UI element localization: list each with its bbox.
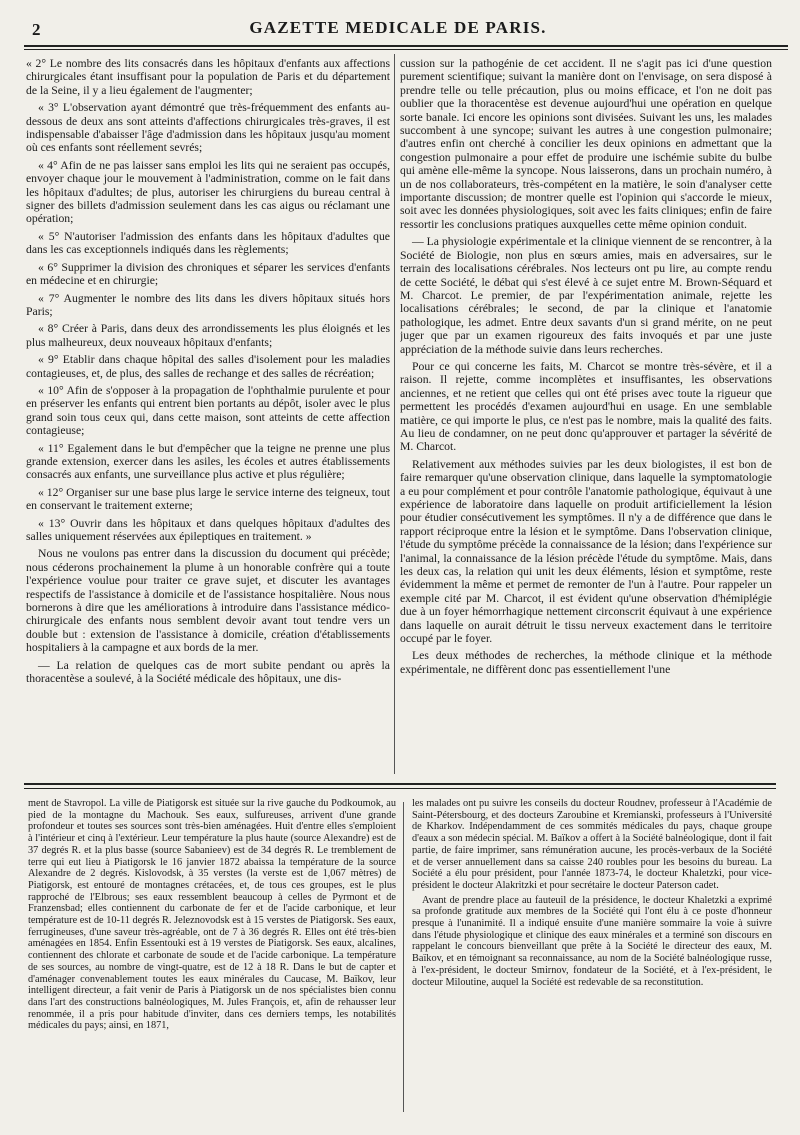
paragraph: Avant de prendre place au fauteuil de la présidence, le docteur Khaletzki a exprimé sa profonde gratitude aux membres de la Société qui l'ont élu à ce poste d'honneur presque à l'unanimité. Il a indiqué ensuite d'une manière sommaire la voie à suivre dans l'étude physiologique et clinique des eaux minérales et a terminé son discours en rappelant le concours bienveillant que prête à la Société le directeur des eaux, M. Baïkov, et en témoignant sa reconnaissance, au nom de la Société balnéologique russe, à l'ex-président, le docteur Smirnov, fondateur de la Société, et à l'ex-président, le docteur Miloutine, auquel la Société est redevable de sa reconstitution. [412,894,772,988]
paragraph: « 4° Afin de ne pas laisser sans emploi les lits qui ne seraient pas occupés, envoyer chaque jour le mouvement à l'administration, comme on le fait dans les hôpitaux d'adultes; de plus, autoriser les chirurgiens du bureau central à signer des billets d'admission seulement dans les cas aigus ou réclamant une opération; [26,158,390,226]
column-divider [394,54,395,774]
paragraph: « 7° Augmenter le nombre des lits dans les divers hôpitaux situés hors Paris; [26,291,390,318]
feuilleton-column-divider [403,802,404,1112]
page-title: GAZETTE MEDICALE DE PARIS. [249,18,547,37]
page-number: 2 [32,20,41,39]
header-rule-thin [24,49,788,50]
paragraph: « 10° Afin de s'opposer à la propagation de l'ophthalmie purulente et pour en préserver les enfants qui entrent bien portants au dépôt, isoler avec le plus grand soin tous ceux qui, dans cette maison, sont atteints de cette affection contagieuse; [26,383,390,438]
feuilleton-rule [24,783,776,785]
paragraph: — La relation de quelques cas de mort subite pendant ou après la thoracentèse a soulevé, à la Société médicale des hôpitaux, une dis- [26,658,390,686]
paragraph: « 9° Etablir dans chaque hôpital des salles d'isolement pour les maladies contagieuses, et, de plus, des salles de rechange et des salles de récréation; [26,353,390,380]
paragraph: Nous ne voulons pas entrer dans la discussion du document qui précède; nous céderons prochainement la plume à un honorable confrère qui a toute l'expérience voulue pour traiter ce grave sujet, et discuter les avantages respectifs de l'assistance à domicile et de l'assistance hospitalière. Nous nous bornerons à dire que les améliorations à introduire dans l'assistance médico-chirurgicale des enfants nous semblent devoir avant tout tendre vers un double but : extension de l'assistance à domicile, création d'établissements hospitaliers à la campagne et aux bords de la mer. [26,547,390,655]
paragraph: — La physiologie expérimentale et la clinique viennent de se rencontrer, à la Société de Biologie, non plus en sœurs amies, mais en adversaires, sur le terrain des localisations cérébrales. Nos lecteurs ont pu lire, au compte rendu de cette Société, le débat qui s'est élevé à ce sujet entre M. Brown-Séquard et M. Charcot. Le premier, de par l'expérimentation animale, rejette les localisations cérébrales; le second, de par la clinique et l'anatomie pathologique, les admet. Entre deux savants d'un si grand mérite, on ne peut juger que par un examen rigoureux des faits invoqués et par une juste appréciation de la méthode suivie dans leurs recherches. [400,235,772,356]
paragraph: « 8° Créer à Paris, dans deux des arrondissements les plus éloignés et les plus malheureux, deux nouveaux hôpitaux d'enfants; [26,322,390,349]
header-rule [24,45,788,47]
paragraph: « 13° Ouvrir dans les hôpitaux et dans quelques hôpitaux d'adultes des salles uniquement réservées aux épileptiques en traitement. » [26,516,390,543]
right-column [400,57,772,769]
paragraph: cussion sur la pathogénie de cet accident. Il ne s'agit pas ici d'une question purement scientifique; suivant la manière dont on l'envisage, on sera disposé à prendre telle ou telle précaution, plus ou moins efficace, et l'on ne doit pas oublier que la thoracentèse est devenue aujourd'hui une opération en quelque sorte banale. Ici encore les opinions sont divisées. Suivant les uns, les malades succombent à une syncope; suivant les autres à une congestion pulmonaire; d'autres enfin ont cherché à concilier les deux opinions en admettant que la congestion pulmonaire a pour effet de produire une ischémie subite du bulbe qui amène elle-même la syncope. Nous laisserons, dans un prochain numéro, à un de nos collaborateurs, très-compétent en la matière, le soin d'analyser cette importante discussion; de montrer quelle est l'opinion qui s'accorde le mieux, soit avec les données physiologiques, soit avec les faits cliniques; enfin de faire ressortir les conclusions pratiques auxquelles cette même opinion conduit. [400,57,772,231]
paragraph: les malades ont pu suivre les conseils du docteur Roudnev, professeur à l'Académie de Saint-Pétersbourg, et des docteurs Zaroubine et Kremianski, professeurs à l'Université de Kharkov. Indépendamment de ces sommités médicales du pays, chaque groupe d'eaux a son médecin spécial. M. Baïkov a offert à la Société balnéologique, dont il fait partie, de faire imprimer, sans rémunération aucune, les procès-verbaux de la Société et de verser annuellement dans sa caisse 240 roubles pour les besoins du bureau. La Société a élu pour président, pour l'année 1873-74, le docteur Khaletzki, pour vice-président le docteur Alakritzki et pour secrétaire le docteur Paterson cadet. [412,798,772,891]
feuilleton-left-column [28,798,396,1110]
paragraph: « 5° N'autoriser l'admission des enfants dans les hôpitaux d'adultes que dans les cas exceptionnels indiqués dans les règlements; [26,229,390,257]
paragraph: « 12° Organiser sur une base plus large le service interne des teigneux, tout en conservant le traitement externe; [26,485,390,513]
paragraph: « 6° Supprimer la division des chroniques et séparer les services d'enfants en médecine et en chirurgie; [26,260,390,288]
paragraph: Pour ce qui concerne les faits, M. Charcot se montre très-sévère, et il a raison. Il rejette, comme incomplètes et insuffisantes, les observations anciennes, et ne retient que celles qui ont été prises avec toute la rigueur que permettent les procédés d'examen aujourd'hui en usage. En une semblable matière, ce qui importe le plus, ce n'est pas le nombre, mais la qualité des faits. Au lieu de condamner, on ne peut donc qu'approuver et partager la sévérité de M. Charcot. [400,359,772,454]
feuilleton-rule-thin [24,788,776,789]
paragraph: « 2° Le nombre des lits consacrés dans les hôpitaux d'enfants aux affections chirurgicales étant insuffisant pour la population de Paris et du département de la Seine, il y a lieu également de l'augmenter; [26,57,390,97]
paragraph: ment de Stavropol. La ville de Piatigorsk est située sur la rive gauche du Podkoumok, au pied de la montagne du Machouk. Ses eaux, sulfureuses, arrivent d'une grande profondeur et toutes ses sources sont très-bien aménagées. Huit d'entre elles s'emploient à l'intérieur et cinq à l'extérieur. Leur température la plus haute (source Alexandre) est de 37 degrés R. et la plus basse (source Sabanieev) est de 34 degrés R. Le tremblement de terre qui eut lieu à Piatigorsk le 16 janvier 1872 abaissa la température de la source Alexandre de 2 degrés. Kislovodsk, à 35 verstes (la verste est de 1,067 mètres) de Piatigorsk, est entouré de montagnes crétacées, et, de tous ces groupes, est le plus rapproché de l'Elbrous; ses eaux ressemblent beaucoup à celles de Pyrmont et de Franzensbad; elles contiennent du carbonate de fer et de l'acide carbonique, et leur température est de 10-11 degrés R. Jeleznovodsk est à 15 verstes de Piatigorsk. Ses eaux, ferrugineuses, d'une saveur très-agréable, ont de 7 à 36 degrés R. Elles ont été très-bien aménagées en 1854. Enfin Essentouki est à 19 verstes de Piatigorsk. Ses eaux, alcalines, contiennent des chlorate et carbonate de soude et de l'acide carbonique. La température de ses sources, au nombre de vingt-quatre, est de 12 à 18 R. Dans le but de capter et d'aménager convenablement toutes les eaux minérales du Caucase, M. Baïkov, leur intelligent directeur, a fait venir de Paris à Piatigorsk un de nos spécialistes bien connu dans l'art des constructions balnéologiques, M. Jules François, et, afin de rehausser leur renommée, il a pris pour habitude d'inviter, dans ces derniers temps, les notabilités médicales du pays; ainsi, en 1871, [28,798,396,1032]
paragraph: « 3° L'observation ayant démontré que très-fréquemment des enfants au-dessous de deux ans sont atteints d'affections chirurgicales très-graves, il est indispensable d'abaisser l'âge d'admission dans les hôpitaux jusqu'au moment où ces enfants sont réellement sevrés; [26,101,390,155]
paragraph: « 11° Egalement dans le but d'empêcher que la teigne ne prenne une plus grande extension, exercer dans les asiles, les écoles et autres établissements consacrés aux enfants, une surveillance plus active et plus régulière; [26,441,390,482]
paragraph: Relativement aux méthodes suivies par les deux biologistes, il est bon de faire remarquer qu'une observation clinique, dans laquelle la symptomatologie a eu pour complément et pour contrôle l'anatomie pathologique, équivaut à une expérience de laboratoire dans laquelle on produit artificiellement la lésion pour étudier consécutivement les symptômes. Il n'y a de différence que dans le rapport réciproque entre la lésion et le symptôme. Dans l'observation clinique, l'étude du symptôme précède la connaissance de la lésion; dans l'expérience sur l'animal, la connaissance de la lésion précède l'étude du symptôme. Mais, dans les deux cas, la relation qui unit les deux éléments, lésion et symptôme, reste évidemment la même et permet de remonter de l'un à l'autre. Pour rappeler un exemple cité par M. Charcot, il est évident qu'une observation d'hémiplégie due à un foyer hémorrhagique nettement circonscrit équivaut à une expérience dans laquelle on aurait détruit le tissu nerveux exactement dans le territoire occupé par le foyer. [400,457,772,646]
left-column [26,57,390,769]
page-header [24,16,772,42]
feuilleton-right-column [412,798,772,1110]
paragraph: Les deux méthodes de recherches, la méthode clinique et la méthode expérimentale, ne diffèrent donc pas essentiellement l'une [400,649,772,676]
